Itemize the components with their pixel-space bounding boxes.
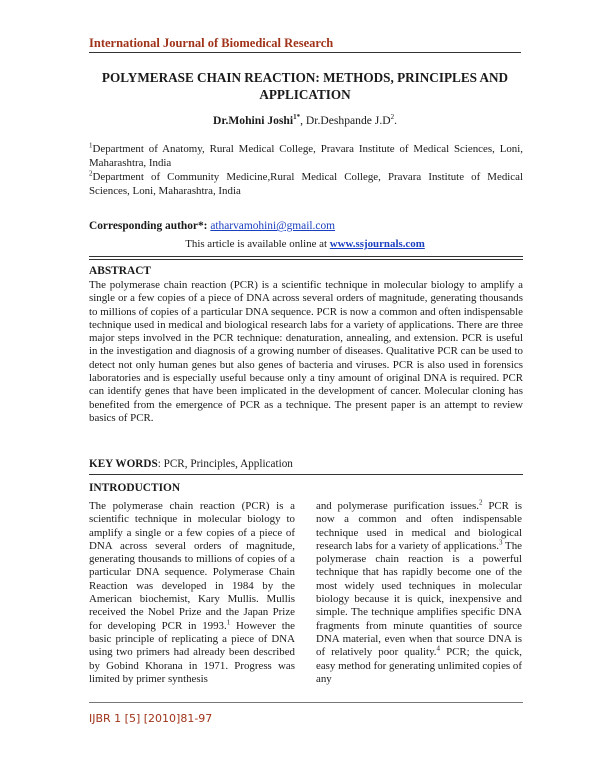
- author-1: Dr.Mohini Joshi: [213, 114, 294, 127]
- abstract-text: The polymerase chain reaction (PCR) is a scientific technique in molecular biology to amplify a single or a few copies of a piece of DNA across several orders of magnitude, generating thousands to millions of copies of a particular DNA sequence. PCR is now a common and often indispensable technique used in medical and biological research labs for a variety of applications. There are three major steps involved in the PCR technique: denaturation, annealing, and extension. PCR is useful in the investigation and diagnosis of a growing number of diseases. Qualitative PCR can be used to detect not only human genes but also genes of bacteria and viruses. PCR is also used in forensics laboratories and is especially useful because only a tiny amount of original DNA is required. PCR can identify genes that have been implicated in the development of cancer. Molecular cloning has benefited from the emergence of PCR as a technique. The present paper is an attempt to review basics of PCR.: [89, 279, 523, 424]
- affiliation-1: $^1$Department of Anatomy, Rural Medical College, Pravara Institute of Medical Sciences, Loni, Maharashtra, India: [89, 141, 523, 169]
- journal-website-link[interactable]: www.ssjournals.com: [329, 238, 425, 250]
- corresponding-label: Corresponding author*:: [89, 220, 208, 232]
- intro-column-left: The polymerase chain reaction (PCR) is a scientific technique in molecular biology to amplify a single or a few copies of a piece of DNA across several orders of magnitude, generating thousands to millions of copies of a particular DNA sequence. Polymerase Chain Reaction was developed in 1984 by the American biochemist, Kary Mullis. Mullis received the Nobel Prize and the Japan Prize for developing PCR in 1993.$^1$ However the basic principle of replicating a piece of DNA using two primers had already been described by Gobind Khorana in 1971. Progress was limited by primer synthesis: [89, 500, 295, 685]
- author-2: Dr.Deshpande J.D: [305, 114, 391, 127]
- keywords-label: KEY WORDS: [89, 458, 158, 470]
- author-2-sup: 2: [390, 113, 395, 122]
- abstract-rule: [89, 256, 523, 260]
- abstract-heading: ABSTRACT: [89, 265, 152, 277]
- affiliation-2: $^2$Department of Community Medicine,Rural Medical College, Pravara Institute of Medical Sciences, Loni, Maharashtra, India: [89, 169, 523, 197]
- intro-column-right: and polymerase purification issues.$^2$ PCR is now a common and often indispensable technique used in medical and biological research labs for a variety of applications.$^3$ The polymerase chain reaction is a powerful technique that has rapidly become one of the most widely used techniques in molecular biology because it is quick, inexpensive and simple. The technique amplifies specific DNA fragments from minute quantities of source DNA material, even when that source DNA is of relatively poor quality.$^4$ PCR; the quick, easy method for generating unlimited copies of any: [316, 498, 523, 685]
- keywords-rule: [89, 474, 523, 475]
- introduction-heading: INTRODUCTION: [89, 482, 181, 494]
- author-1-sup: 1*: [293, 113, 301, 122]
- availability-note: This article is available online at www.ssjournals.com: [185, 238, 425, 250]
- journal-name: International Journal of Biomedical Research: [89, 36, 334, 50]
- corresponding-author: [89, 220, 335, 232]
- paper-title: POLYMERASE CHAIN REACTION: METHODS, PRINCIPLES AND APPLICATION: [101, 70, 509, 102]
- footer-rule: [89, 702, 523, 703]
- header-rule: [89, 52, 521, 53]
- keywords: [89, 458, 293, 470]
- corresponding-email-link[interactable]: atharvamohini@gmail.com: [210, 220, 336, 232]
- author-line: Dr.Mohini Joshi$^{1*}$, Dr.Deshpande $J.D^2$.: [213, 113, 397, 127]
- footer-citation: IJBR 1 [5] [2010]81-97: [89, 712, 213, 725]
- keywords-text: : PCR, Principles, Application: [157, 458, 293, 470]
